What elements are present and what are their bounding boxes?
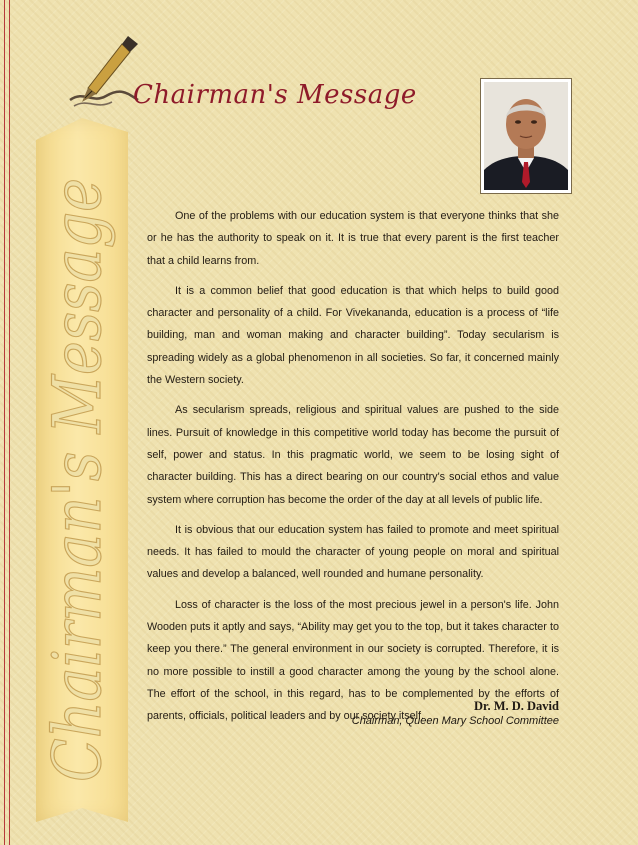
message-paragraph: As secularism spreads, religious and spiritual values are pushed to the side lines. Pursuit of knowledge in this competitive world today has become the pursuit of self, power and status. In this pragmatic world, we seem to be losing sight of character building. This has a direct bearing on our country's social ethos and value system where corruption has become the order of the day at all levels of public life.	[147, 404, 559, 506]
vertical-title-text: Chairman's Message	[39, 84, 116, 782]
page-left-border	[4, 0, 10, 845]
vertical-title	[38, 84, 126, 788]
message-paragraph: It is a common belief that good education is that which helps to build good character and personality of a child. For Vivekananda, education is a process of “life building, man and woman making and character building”. Today secularism is spreading widely as a global phenomenon in all societies. So far, it concerned mainly the Western society.	[147, 284, 559, 387]
message-paragraph: It is obvious that our education system has failed to promote and meet spiritual needs. It has failed to mould the character of young people on moral and spiritual values and develop a balanced, well rounded and humane personality.	[147, 523, 559, 581]
message-paragraph: Loss of character is the loss of the most precious jewel in a person's life. John Wooden puts it aptly and says, “Ability may get you to the top, but it takes character to keep you there.” The general environment in our society is corrupted. Therefore, it is no more possible to instill a good character among the young by the school alone. The effort of the school, in this regard, has to be complemented by the efforts of parents, officials, political leaders and by our society itself.	[147, 598, 559, 723]
signature-name: Dr. M. D. David	[474, 699, 559, 713]
message-paragraph: One of the problems with our education system is that everyone thinks that she or he has the authority to speak on it. It is true that every parent is the first teacher that a child learns from.	[147, 210, 559, 267]
signature-title: Chairman, Queen Mary School Committee	[351, 715, 559, 727]
chairman-portrait	[480, 78, 572, 194]
page-title: Chairman's Message	[133, 80, 417, 110]
message-body	[147, 205, 559, 736]
